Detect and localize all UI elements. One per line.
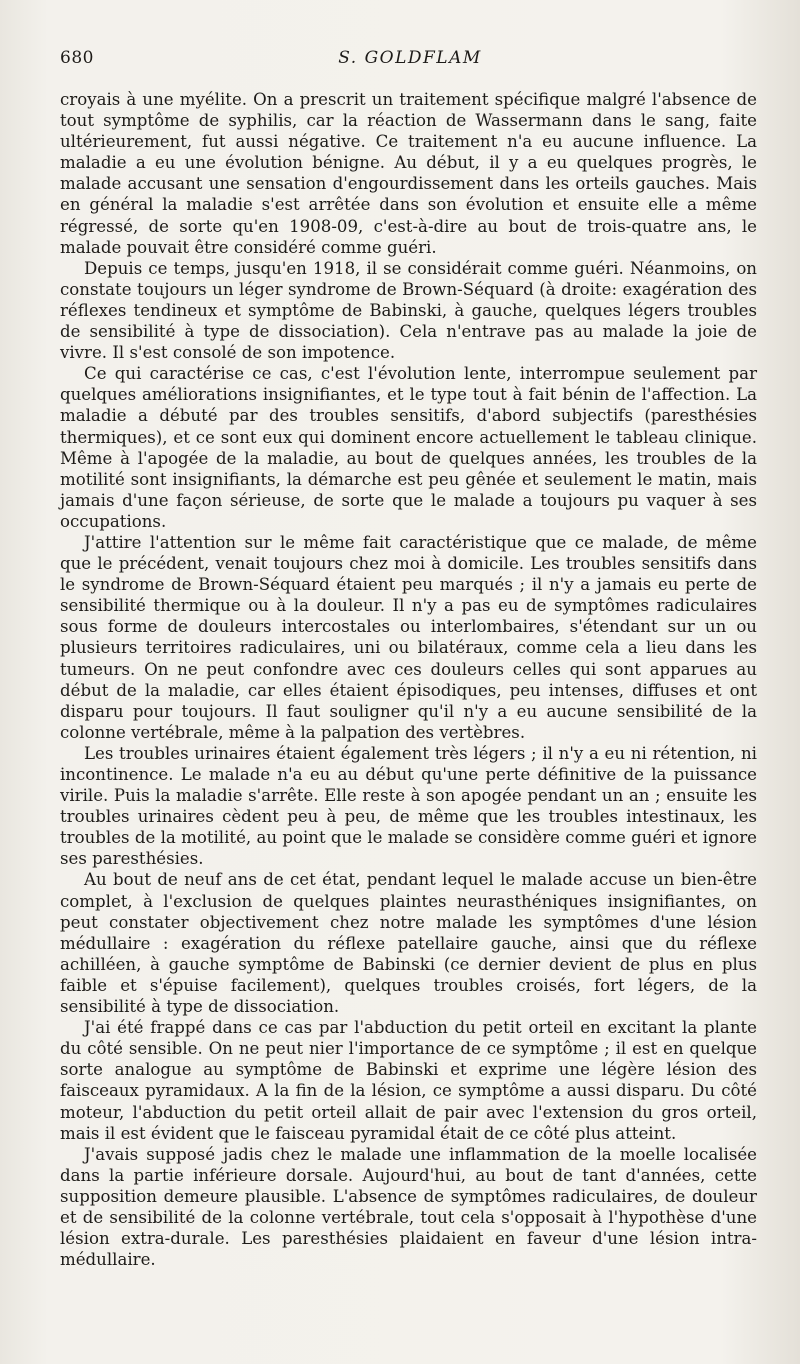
running-title: S. GOLDFLAM — [338, 48, 482, 68]
paragraph: croyais à une myélite. On a prescrit un traitement spécifique malgré l'absence de tout symptôme de syphilis, car la réaction de Wassermann dans le sang, faite ultérieurement, fut aussi négative. Ce traitement n'a eu aucune influence. La maladie a eu une évolution bénigne. Au début, il y a eu quelques progrès, le malade accusant une sensation d'engourdissement dans les orteils gauches. Mais en général la maladie s'est arrêtée dans son évolution et ensuite elle a même régressé, de sorte qu'en 1908-09, c'est-à-dire au bout de trois-quatre ans, le malade pouvait être considéré comme guéri. — [60, 90, 757, 257]
paragraph: Depuis ce temps, jusqu'en 1918, il se considérait comme guéri. Néanmoins, on constate toujours un léger syndrome de Brown-Séquard (à droite: exagération des réflexes tendineux et symptôme de Babinski, à gauche, quelques légers troubles de sensibilité à type de dissociation). Cela n'entrave pas au malade la joie de vivre. Il s'est consolé de son impotence. — [60, 258, 757, 363]
paragraph: J'ai été frappé dans ce cas par l'abduction du petit orteil en excitant la plante du côté sensible. On ne peut nier l'importance de ce symptôme ; il est en quelque sorte analogue au symptôme de Babinski et exprime une légère lésion des faisceaux pyramidaux. A la fin de la lésion, ce symptôme a aussi disparu. Du côté moteur, l'abduction du petit orteil allait de pair avec l'extension du gros orteil, mais il est évident que le faisceau pyramidal était de ce côté plus atteint. — [60, 1018, 757, 1143]
paragraph: Au bout de neuf ans de cet état, pendant lequel le malade accuse un bien-être complet, à l'exclusion de quelques plaintes neurasthéniques insignifiantes, on peut constater objectivement chez notre malade les symptômes d'une lésion médullaire : exagération du réflexe patellaire gauche, ainsi que du réflexe achilléen, à gauche symptôme de Babinski (ce dernier devient de plus en plus faible et s'épuise facilement), quelques troubles croisés, fort légers, de la sensibilité à type de dissociation. — [60, 870, 757, 1017]
body-text — [60, 89, 757, 1270]
paragraph: J'attire l'attention sur le même fait caractéristique que ce malade, de même que le précédent, venait toujours chez moi à domicile. Les troubles sensitifs dans le syndrome de Brown-Séquard étaient peu marqués ; il n'y a jamais eu perte de sensibilité thermique ou à la douleur. Il n'y a pas eu de symptômes radiculaires sous forme de douleurs intercostales ou interlombaires, s'étendant sur un ou plusieurs territoires radiculaires, uni ou bilatéraux, comme cela a lieu dans les tumeurs. On ne peut confondre avec ces douleurs celles qui sont apparues au début de la maladie, car elles étaient épisodiques, peu intenses, diffuses et ont disparu pour toujours. Il faut souligner qu'il n'y a eu aucune sensibilité de la colonne vertébrale, même à la palpation des vertèbres. — [60, 532, 757, 742]
page-header — [60, 48, 760, 72]
paragraph: Les troubles urinaires étaient également très légers ; il n'y a eu ni rétention, ni incontinence. Le malade n'a eu au début qu'une perte définitive de la puissance virile. Puis la maladie s'arrête. Elle reste à son apogée pendant un an ; ensuite les troubles urinaires cèdent peu à peu, de même que les troubles intestinaux, les troubles de la motilité, au point que le malade se considère comme guéri et ignore ses paresthésies. — [60, 743, 757, 869]
page-number: 680 — [60, 48, 94, 68]
paragraph: J'avais supposé jadis chez le malade une inflammation de la moelle localisée dans la partie inférieure dorsale. Aujourd'hui, au bout de tant d'années, cette supposition demeure plausible. L'absence de symptômes radiculaires, de douleur et de sensibilité de la colonne vertébrale, tout cela s'opposait à l'hypothèse d'une lésion extra-durale. Les paresthésies plaidaient en faveur d'une lésion intra-médullaire. — [60, 1144, 757, 1270]
paragraph: Ce qui caractérise ce cas, c'est l'évolution lente, interrompue seulement par quelques améliorations insignifiantes, et le type tout à fait bénin de l'affection. La maladie a débuté par des troubles sensitifs, d'abord subjectifs (paresthésies thermiques), et ce sont eux qui dominent encore actuellement le tableau clinique. Même à l'apogée de la maladie, au bout de quelques années, les troubles de la motilité sont insignifiants, la démarche est peu gênée et seulement le matin, mais jamais d'une façon sérieuse, de sorte que le malade a toujours pu vaquer à ses occupations. — [60, 364, 757, 531]
